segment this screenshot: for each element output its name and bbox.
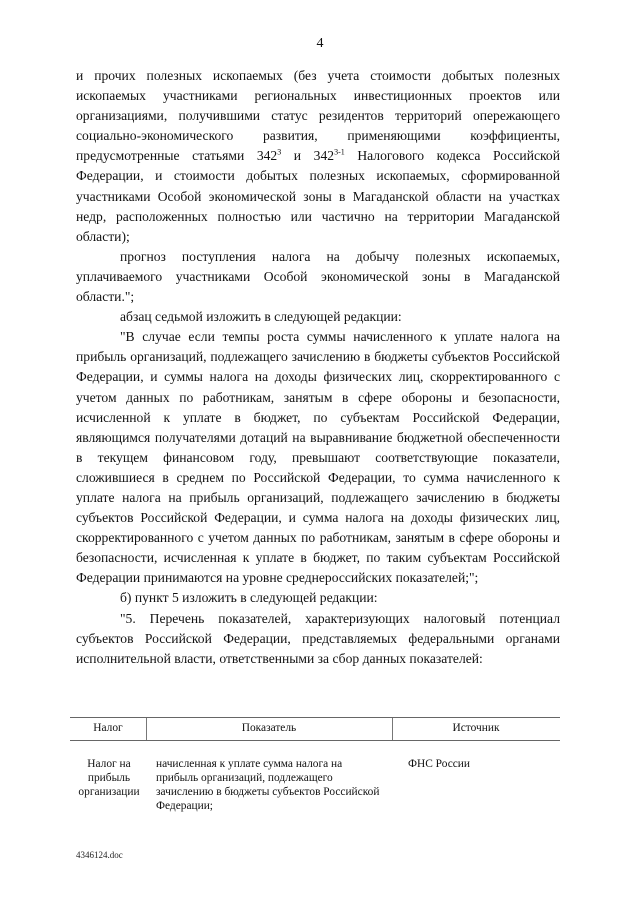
column-header-indicator: Показатель xyxy=(241,722,297,734)
cell-indicator: начисленная к уплате сумма налога на прибыль организаций, подлежащего зачислению в бюджеты субъектов Российской Федерации; xyxy=(156,758,380,812)
document-body xyxy=(76,66,560,669)
column-header-source: Источник xyxy=(452,722,500,734)
table-row xyxy=(70,757,560,829)
paragraph-growth-rates: "В случае если темпы роста суммы начисленного к уплате налога на прибыль организаций, подлежащего зачислению в бюджеты субъектов Российской Федерации, и суммы налога на доходы физических лиц, скорректированного с учетом данных по работникам, занятым в сфере обороны и безопасности, исчисленной к уплате в бюджет, по субъектам Российской Федерации, являющимся получателями дотаций на выравнивание бюджетной обеспеченности в текущем финансовом году, превышают соответствующие показатели, сложившиеся в среднем по Российской Федерации, то сумма начисленного к уплате налога на прибыль организаций, подлежащего зачислению в бюджеты субъектов Российской Федерации, и сумма налога на доходы физических лиц, скорректированного с учетом данных по работникам, занятым в сфере обороны и безопасности, исчисленная к уплате в бюджет, по таким субъектам Российской Федерации принимаются на уровне среднероссийских показателей;"; xyxy=(76,329,560,586)
indicator-table xyxy=(70,717,560,829)
paragraph-indicator-list: "5. Перечень показателей, характеризующих налоговый потенциал субъектов Российской Федерации, представляемых федеральными органами исполнительной власти, ответственными за сбор данных показателей: xyxy=(76,610,560,666)
cell-tax: Налог на прибыль организации xyxy=(78,758,140,798)
paragraph-amend-seventh: абзац седьмой изложить в следующей редакции: xyxy=(120,309,402,325)
page-number: 4 xyxy=(316,36,324,51)
paragraph-minerals: и прочих полезных ископаемых (без учета стоимости добытых полезных ископаемых участниками региональных инвестиционных проектов или организациями, получившими статус резидентов территорий опережающего социально-экономического развития, применяющими коэффициенты, предусмотренные статьями $342^3$ и 342$^{3-1}$ Налогового кодекса Российской Федерации, и стоимости добытых полезных ископаемых, сформированной участниками Особой экономической зоны в Магаданской области на участках недр, расположенных полностью или частично на территории Магаданской области); xyxy=(76,68,560,244)
cell-source: ФНС России xyxy=(408,758,471,770)
paragraph-forecast: прогноз поступления налога на добычу полезных ископаемых, уплачиваемого участниками Особой экономической зоны в Магаданской области."; xyxy=(76,248,560,305)
table-header xyxy=(70,717,560,741)
column-header-tax: Налог xyxy=(93,722,123,734)
paragraph-amend-point5: б) пункт 5 изложить в следующей редакции: xyxy=(120,590,378,606)
file-name-footer: 4346124.doc xyxy=(76,850,123,860)
